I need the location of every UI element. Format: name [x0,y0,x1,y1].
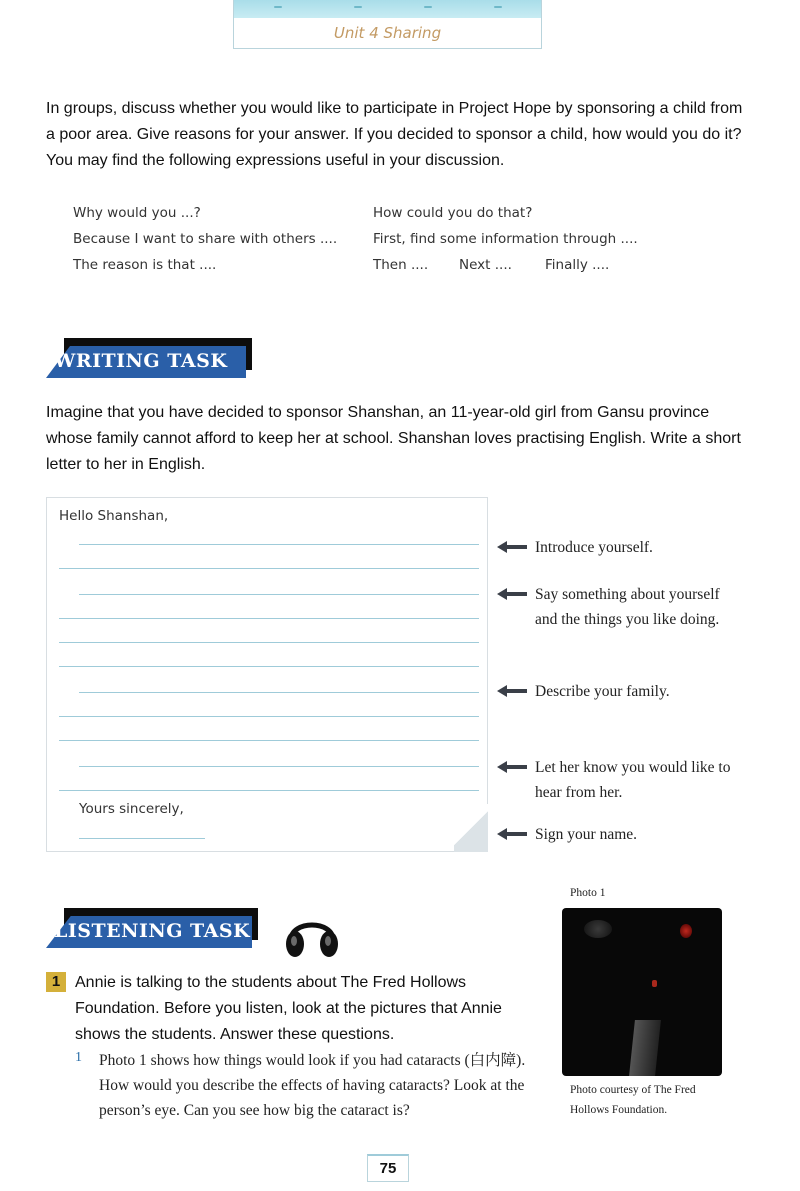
expression-item: Because I want to share with others .... [73,231,338,247]
writing-line[interactable] [59,642,479,643]
arrow-left-icon [497,761,527,773]
hint-text: Sign your name. [535,826,638,843]
writing-line[interactable] [59,618,479,619]
arrow-left-icon [497,588,527,600]
sub-question-number: 1 [75,1050,82,1065]
discussion-instructions: In groups, discuss whether you would like to participate in Project Hope by sponsoring a child from a poor area. Give reasons for your answer. If you decided to sponsor a child, how would you do it? You may find the following expressions useful in your discussion. [46,100,743,169]
arrow-left-icon [497,541,527,553]
arrow-left-icon [497,685,527,697]
writing-line[interactable] [79,692,479,693]
expression-item: Why would you ...? [73,205,201,221]
page-number: 75 [367,1154,409,1182]
photo-credit: Photo courtesy of The Fred Hollows Foundation. [570,1084,696,1116]
question-number: 1 [46,972,66,992]
listening-task-title: LISTENING TASK [54,920,251,942]
writing-line[interactable] [59,716,479,717]
writing-task-banner [46,338,252,378]
writing-task-title: WRITING TASK [54,350,228,372]
cataract-photo [562,908,722,1076]
header-image [234,0,541,18]
hint-text: Let her know you would like to hear from her. [535,759,731,801]
arrow-left-icon [497,828,527,840]
expression-item: The reason is that .... [73,257,217,273]
writing-line[interactable] [79,544,479,545]
unit-header [233,0,542,49]
hint-text: Introduce yourself. [535,539,653,556]
expression-item: Then .... [373,257,429,273]
sub-question-text: Photo 1 shows how things would look if you had cataracts (白内障). How would you describe the effects of having cataracts? Look at the person’s eye. Can you see how big the cataract is? [99,1052,526,1119]
letter-greeting: Hello Shanshan, [59,508,169,524]
headphones-icon [283,910,341,960]
listening-task-banner [46,908,258,948]
expression-item: How could you do that? [373,205,533,221]
letter-closing: Yours sincerely, [79,801,184,817]
page-curl [454,804,488,852]
letter-form [46,497,488,852]
hint-text: Say something about yourself and the things you like doing. [535,586,720,628]
writing-line[interactable] [79,766,479,767]
expression-item: First, find some information through .... [373,231,638,247]
hint-text: Describe your family. [535,683,670,700]
writing-line[interactable] [59,790,479,791]
signature-line[interactable] [79,838,205,839]
writing-line[interactable] [79,594,479,595]
writing-line[interactable] [59,568,479,569]
writing-line[interactable] [59,666,479,667]
unit-title: Unit 4 Sharing [333,24,442,42]
expression-item: Next .... [459,257,512,273]
writing-task-instructions: Imagine that you have decided to sponsor Shanshan, an 11-year-old girl from Gansu province whose family cannot afford to keep her at school. Shanshan loves practising English. Write a short letter to her in English. [46,404,741,473]
expression-item: Finally .... [545,257,610,273]
question-text: Annie is talking to the students about The Fred Hollows Foundation. Before you listen, look at the pictures that Annie shows the students. Answer these questions. [75,974,502,1043]
photo-label: Photo 1 [570,887,606,899]
writing-line[interactable] [59,740,479,741]
